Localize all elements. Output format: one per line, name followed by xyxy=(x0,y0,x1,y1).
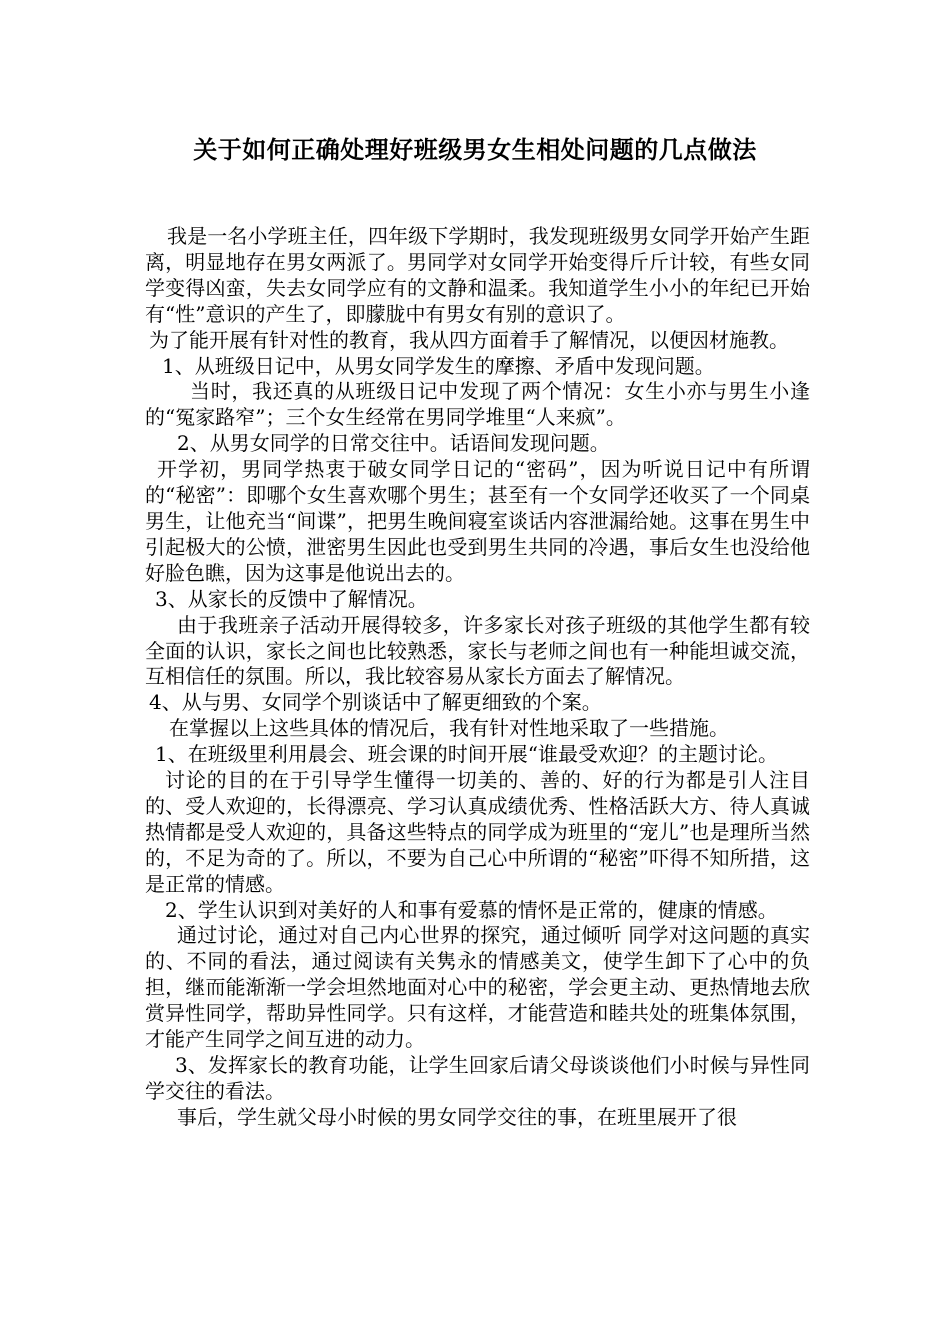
paragraph: 在掌握以上这些具体的情况后，我有针对性地采取了一些措施。 xyxy=(169,716,729,741)
paragraph: 为了能开展有针对性的教育，我从四方面着手了解情况，以便因材施教。 xyxy=(149,327,789,352)
paragraph: 开学初，男同学热衷于破女同学日记的“密码”，因为听说日记中有所谓的“秘密”：即哪个女生喜欢哪个男生；甚至有一个女同学还收买了一个同桌男生，让他充当“间谍”，把男生晚间寝室谈话内容泄漏给她。这事在男生中引起极大的公愤，泄密男生因此也受到男生共同的冷遇，事后女生也没给他好脸色瞧，因为这事是他说出去的。 xyxy=(145,457,810,585)
paragraph: 1、从班级日记中，从男女同学发生的摩擦、矛盾中发现问题。 xyxy=(162,353,715,378)
paragraph: 4、从与男、女同学个别谈话中了解更细致的个案。 xyxy=(149,690,602,715)
document-body xyxy=(145,224,810,1131)
paragraph: 3、从家长的反馈中了解情况。 xyxy=(155,586,428,611)
paragraph: 通过讨论，通过对自己内心世界的探究，通过倾听 同学对这问题的真实的、不同的看法，通过阅读有关隽永的情感美文，使学生卸下了心中的负担，继而能渐渐一学会坦然地面对心中的秘密，学会更主动、更热情地去欣赏异性同学，帮助异性同学。只有这样，才能营造和睦共处的班集体氛围，才能产生同学之间互进的动力。 xyxy=(145,923,810,1052)
paragraph: 1、在班级里利用晨会、班会课的时间开展“谁最受欢迎？的主题讨论。 xyxy=(155,742,778,767)
paragraph: 当时，我还真的从班级日记中发现了两个情况：女生小亦与男生小逢的“冤家路窄”；三个女生经常在男同学堆里“人来疯”。 xyxy=(145,379,810,430)
document-title: 关于如何正确处理好班级男女生相处问题的几点做法 xyxy=(193,135,757,164)
paragraph: 2、从男女同学的日常交往中。话语间发现问题。 xyxy=(177,431,610,456)
paragraph: 由于我班亲子活动开展得较多，许多家长对孩子班级的其他学生都有较全面的认识，家长之间也比较熟悉，家长与老师之间也有一种能坦诚交流，互相信任的氛围。所以，我比较容易从家长方面去了解情况。 xyxy=(145,612,810,689)
paragraph: 我是一名小学班主任，四年级下学期时，我发现班级男女同学开始产生距离，明显地存在男女两派了。男同学对女同学开始变得斤斤计较，有些女同学变得凶蛮，失去女同学应有的文静和温柔。我知道学生小小的年纪已开始有“性”意识的产生了，即朦胧中有男女有别的意识了。 xyxy=(145,224,810,326)
paragraph: 3、发挥家长的教育功能，让学生回家后请父母谈谈他们小时候与异性同学交往的看法。 xyxy=(145,1053,810,1103)
paragraph: 讨论的目的在于引导学生懂得一切美的、善的、好的行为都是引人注目的、受人欢迎的，长得漂亮、学习认真成绩优秀、性格活跃大方、待人真诚热情都是受人欢迎的，具备这些特点的同学成为班里的“宠儿”也是理所当然的，不足为奇的了。所以，不要为自己心中所谓的“秘密”吓得不知所措，这是正常的情感。 xyxy=(145,768,810,896)
paragraph: 事后，学生就父母小时候的男女同学交往的事，在班里展开了很 xyxy=(177,1104,737,1129)
paragraph: 2、学生认识到对美好的人和事有爱慕的情怀是正常的，健康的情感。 xyxy=(165,897,778,922)
